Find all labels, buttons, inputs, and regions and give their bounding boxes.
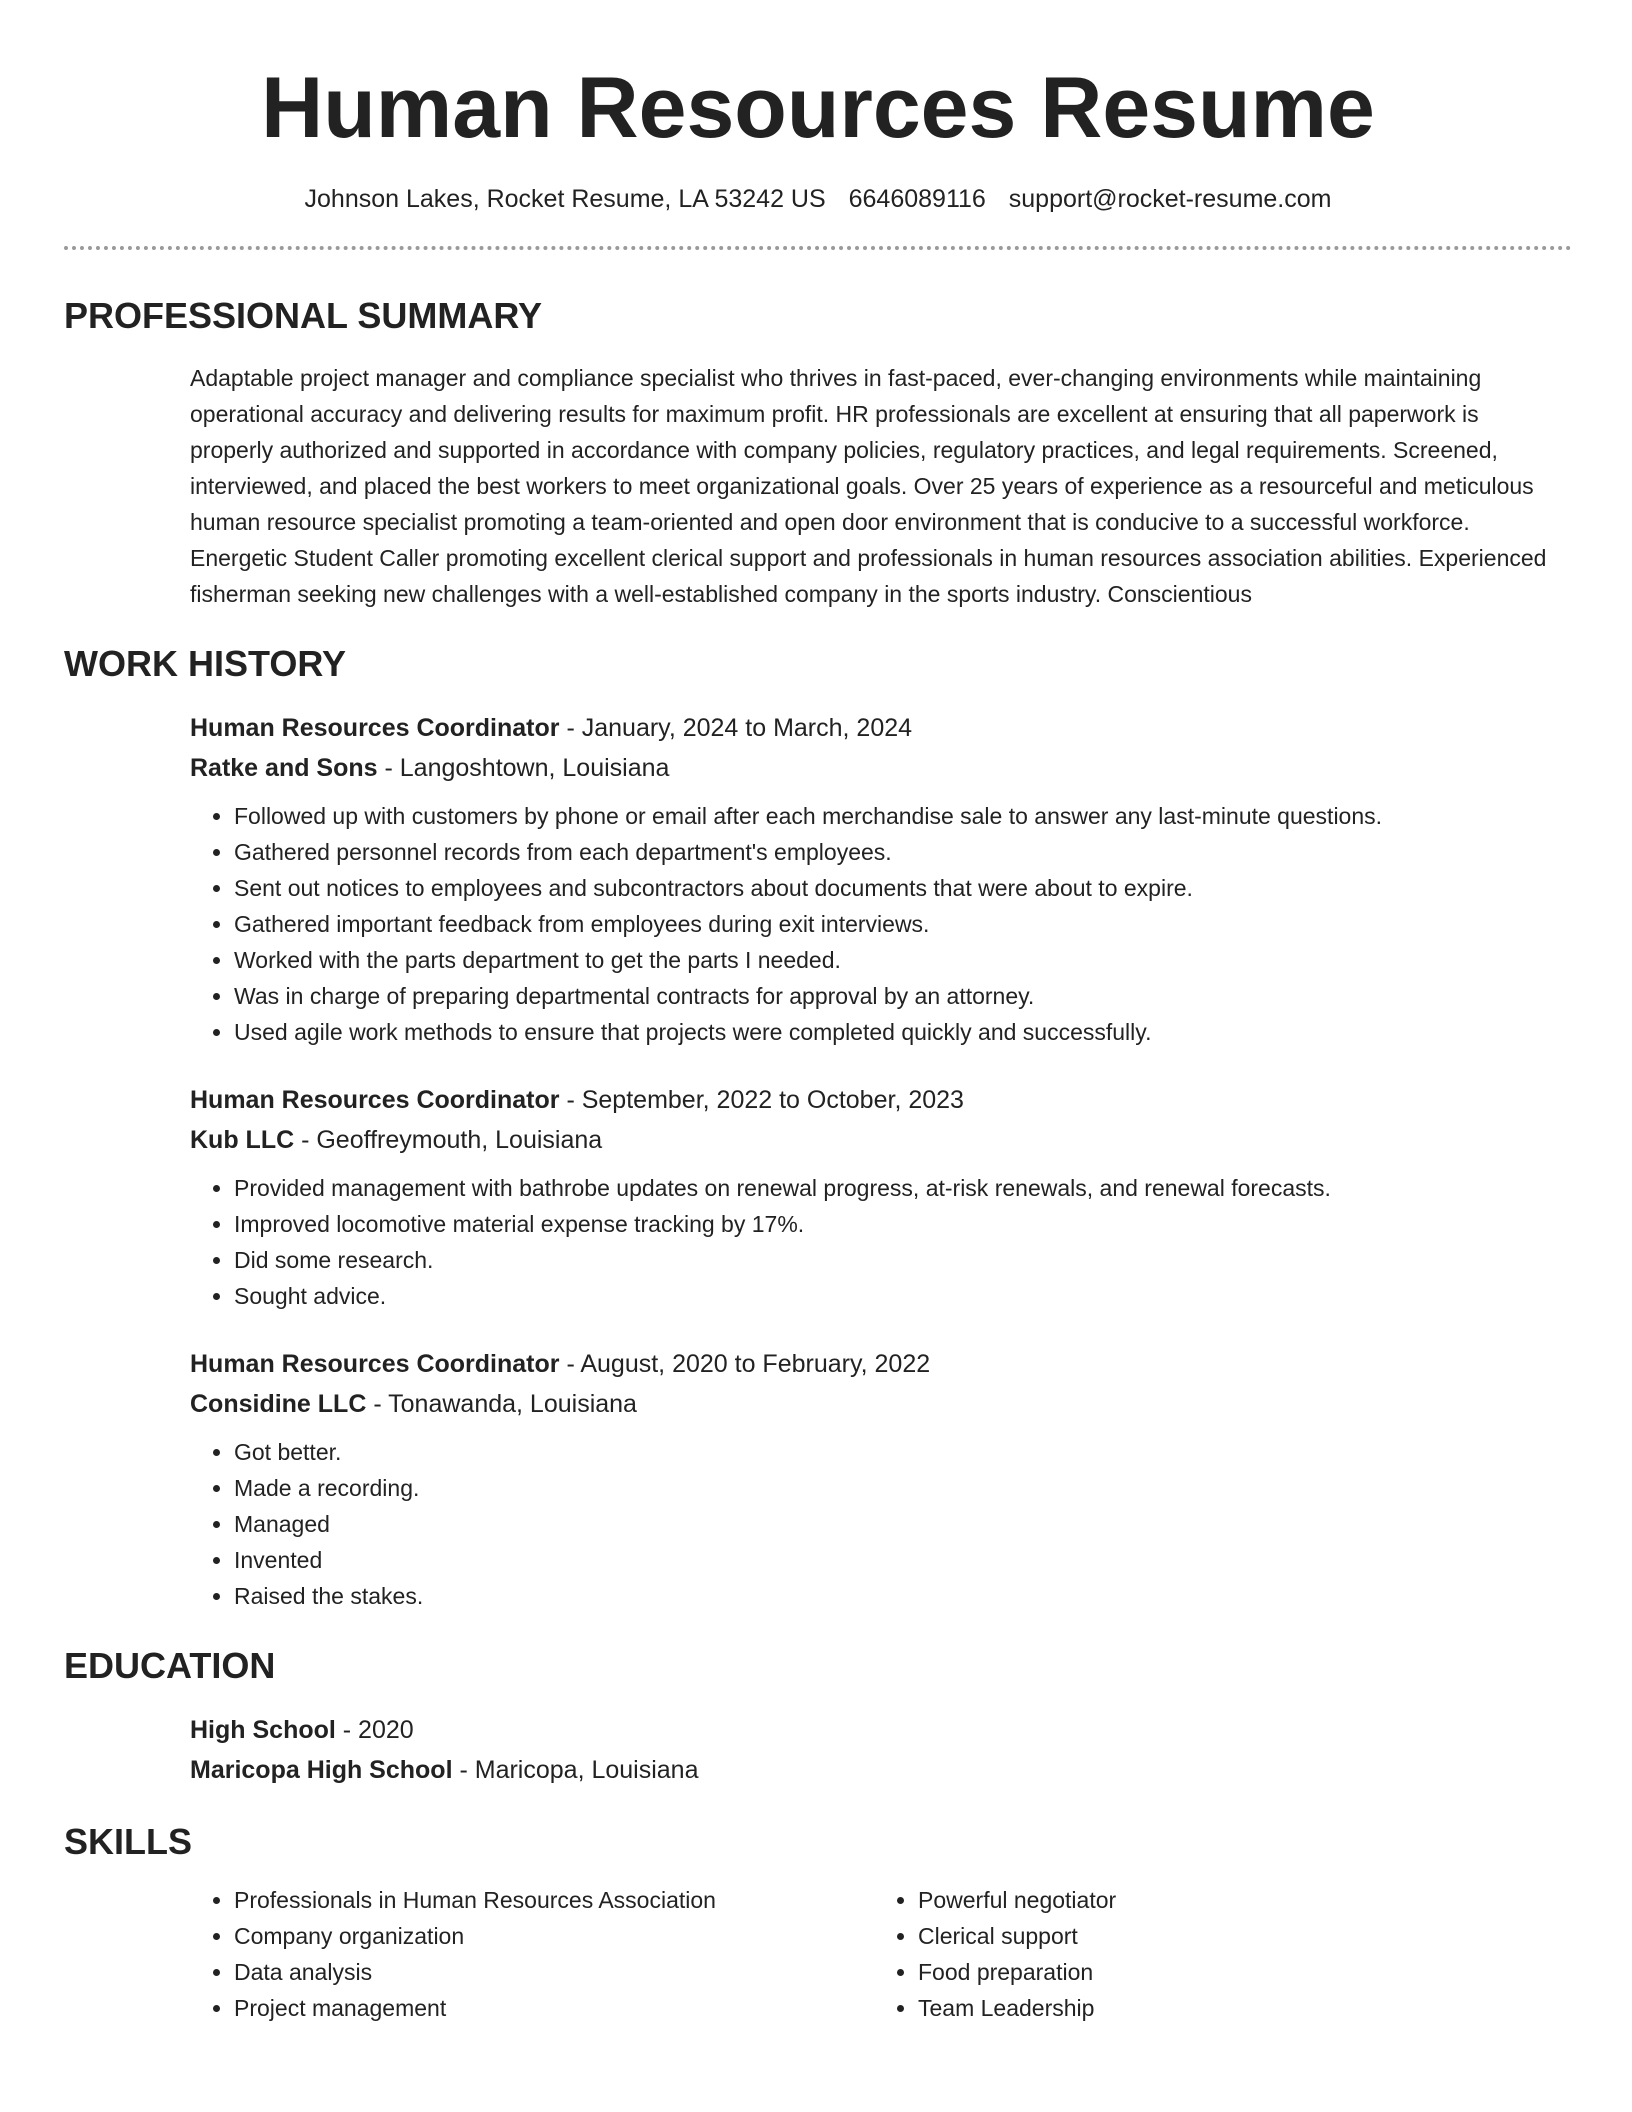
contact-address: Johnson Lakes, Rocket Resume, LA 53242 US: [304, 185, 826, 213]
job-title-line: [190, 708, 1572, 748]
list-item: • Invented: [234, 1542, 1572, 1578]
list-item: • Did some research.: [234, 1242, 1572, 1278]
job-role: Human Resources Coordinator: [190, 1086, 560, 1114]
job-title-line: [190, 1344, 1572, 1384]
education-school-line: [190, 1750, 1572, 1790]
resume-page: [64, 0, 1572, 2026]
job-bullets: [190, 1434, 1572, 1614]
list-item: • Got better.: [234, 1434, 1572, 1470]
list-item: • Made a recording.: [234, 1470, 1572, 1506]
list-item: • Worked with the parts department to get the parts I needed.: [234, 942, 1572, 978]
job-entry: [190, 1344, 1572, 1614]
skills-columns: [190, 1882, 1572, 2026]
education-entry: [190, 1710, 1572, 1790]
list-item: • Company organization: [234, 1918, 874, 1954]
list-item: • Sent out notices to employees and subcontractors about documents that were about to expire.: [234, 870, 1572, 906]
job-location: - Geoffreymouth, Louisiana: [294, 1126, 603, 1154]
job-location: - Tonawanda, Louisiana: [366, 1390, 637, 1418]
job-entry: [190, 708, 1572, 1050]
list-item: • Used agile work methods to ensure that projects were completed quickly and successfully.: [234, 1014, 1572, 1050]
job-location: - Langoshtown, Louisiana: [377, 754, 670, 782]
list-item: • Food preparation: [918, 1954, 1558, 1990]
list-item: • Gathered personnel records from each department's employees.: [234, 834, 1572, 870]
job-company: Kub LLC: [190, 1126, 295, 1154]
summary-heading: PROFESSIONAL SUMMARY: [64, 295, 543, 336]
job-bullets: [190, 798, 1572, 1050]
job-company-line: [190, 1384, 1572, 1424]
education-year: - 2020: [335, 1716, 414, 1744]
header-divider: [64, 246, 1572, 250]
education-degree-line: [190, 1710, 1572, 1750]
job-role: Human Resources Coordinator: [190, 1350, 560, 1378]
skills-list-right: [874, 1882, 1558, 2026]
job-title-line: [190, 1080, 1572, 1120]
list-item: • Provided management with bathrobe updates on renewal progress, at-risk renewals, and renewal forecasts.: [234, 1170, 1572, 1206]
job-role: Human Resources Coordinator: [190, 714, 560, 742]
list-item: • Managed: [234, 1506, 1572, 1542]
summary-text: Adaptable project manager and compliance specialist who thrives in fast-paced, ever-changing environments while maintaining operational accuracy and delivering results for maximum profit. HR professionals are excellent at ensuring that all paperwork is properly authorized and supported in accordance with company policies, regulatory practices, and legal requirements. Screened, interviewed, and placed the best workers to meet organizational goals. Over 25 years of experience as a resourceful and meticulous human resource specialist promoting a team-oriented and open door environment that is conducive to a successful workforce. Energetic Student Caller promoting excellent clerical support and professionals in human resources association abilities. Experienced fisherman seeking new challenges with a well-established company in the sports industry. Conscientious: [190, 365, 1547, 607]
contact-line: [64, 182, 1572, 216]
contact-email: support@rocket-resume.com: [1008, 185, 1332, 213]
resume-title: Human Resources Resume: [261, 60, 1375, 156]
list-item: • Project management: [234, 1990, 874, 2026]
list-item: • Gathered important feedback from employees during exit interviews.: [234, 906, 1572, 942]
list-item: • Raised the stakes.: [234, 1578, 1572, 1614]
list-item: • Was in charge of preparing departmental contracts for approval by an attorney.: [234, 978, 1572, 1014]
list-item: • Data analysis: [234, 1954, 874, 1990]
job-entry: [190, 1080, 1572, 1314]
list-item: • Sought advice.: [234, 1278, 1572, 1314]
list-item: • Powerful negotiator: [918, 1882, 1558, 1918]
list-item: • Professionals in Human Resources Association: [234, 1882, 874, 1918]
education-heading: EDUCATION: [64, 1645, 276, 1686]
list-item: • Improved locomotive material expense tracking by 17%.: [234, 1206, 1572, 1242]
list-item: • Clerical support: [918, 1918, 1558, 1954]
job-dates: - January, 2024 to March, 2024: [559, 714, 913, 742]
job-dates: - September, 2022 to October, 2023: [559, 1086, 964, 1114]
education-location: - Maricopa, Louisiana: [452, 1756, 699, 1784]
list-item: • Followed up with customers by phone or email after each merchandise sale to answer any last-minute questions.: [234, 798, 1572, 834]
skills-list-left: [190, 1882, 874, 2026]
job-company: Ratke and Sons: [190, 754, 378, 782]
job-company-line: [190, 748, 1572, 788]
job-dates: - August, 2020 to February, 2022: [559, 1350, 931, 1378]
job-bullets: [190, 1170, 1572, 1314]
job-company-line: [190, 1120, 1572, 1160]
job-company: Considine LLC: [190, 1390, 367, 1418]
education-degree: High School: [190, 1716, 336, 1744]
education-school: Maricopa High School: [190, 1756, 453, 1784]
list-item: • Team Leadership: [918, 1990, 1558, 2026]
contact-phone: 6646089116: [848, 185, 986, 213]
work-history-heading: WORK HISTORY: [64, 643, 347, 684]
skills-heading: SKILLS: [64, 1821, 193, 1862]
